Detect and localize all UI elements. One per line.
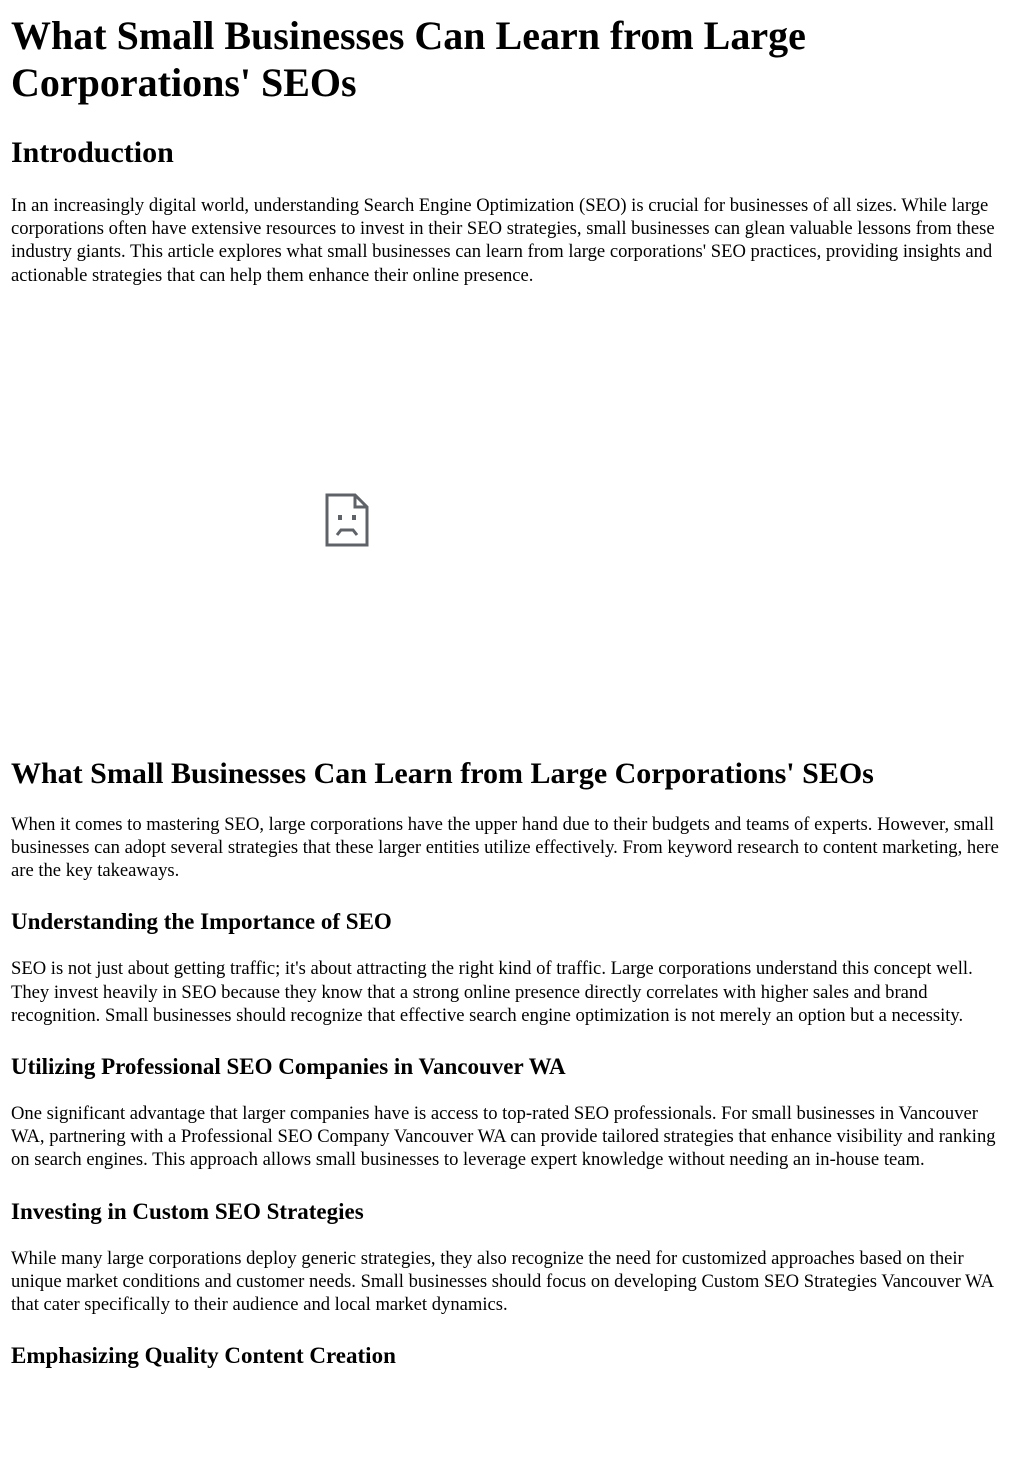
section-heading: Investing in Custom SEO Strategies: [11, 1198, 364, 1224]
main-heading: What Small Businesses Can Learn from Large Corporations' SEOs: [11, 756, 874, 790]
section-heading: Understanding the Importance of SEO: [11, 909, 392, 935]
section-paragraph: While many large corporations deploy generic strategies, they also recognize the need for customized approaches based on their unique market conditions and customer needs. Small businesses should focus on developing Custom SEO Strategies Vancouver WA that cater specifically to their audience and local market dynamics.: [11, 1247, 994, 1316]
broken-image-icon: [325, 493, 369, 547]
article-page: [0, 12, 1024, 1369]
article-image: [11, 297, 681, 731]
section-heading: Emphasizing Quality Content Creation: [11, 1343, 396, 1369]
article-title: What Small Businesses Can Learn from Large Corporations' SEOs: [11, 13, 806, 105]
section-paragraph: SEO is not just about getting traffic; it's about attracting the right kind of traffic. Large corporations understand this concept well. They invest heavily in SEO because they know that a strong online presence directly correlates with higher sales and brand recognition. Small businesses should recognize that effective search engine optimization is not merely an option but a necessity.: [11, 958, 973, 1026]
intro-heading: Introduction: [11, 136, 174, 169]
intro-paragraph: In an increasingly digital world, understanding Search Engine Optimization (SEO) is crucial for businesses of all sizes. While large corporations often have extensive resources to invest in their SEO strategies, small businesses can glean valuable lessons from these industry giants. This article explores what small businesses can learn from large corporations' SEO practices, providing insights and actionable strategies that can help them enhance their online presence.: [11, 195, 995, 286]
main-paragraph: When it comes to mastering SEO, large corporations have the upper hand due to their budgets and teams of experts. However, small businesses can adopt several strategies that these larger entities utilize effectively. From keyword research to content marketing, here are the key takeaways.: [11, 813, 999, 882]
section-paragraph: One significant advantage that larger companies have is access to top-rated SEO professionals. For small businesses in Vancouver WA, partnering with a Professional SEO Company Vancouver WA can provide tailored strategies that enhance visibility and ranking on search engines. This approach allows small businesses to leverage expert knowledge without needing an in-house team.: [11, 1103, 996, 1171]
section-heading: Utilizing Professional SEO Companies in Vancouver WA: [11, 1054, 566, 1080]
